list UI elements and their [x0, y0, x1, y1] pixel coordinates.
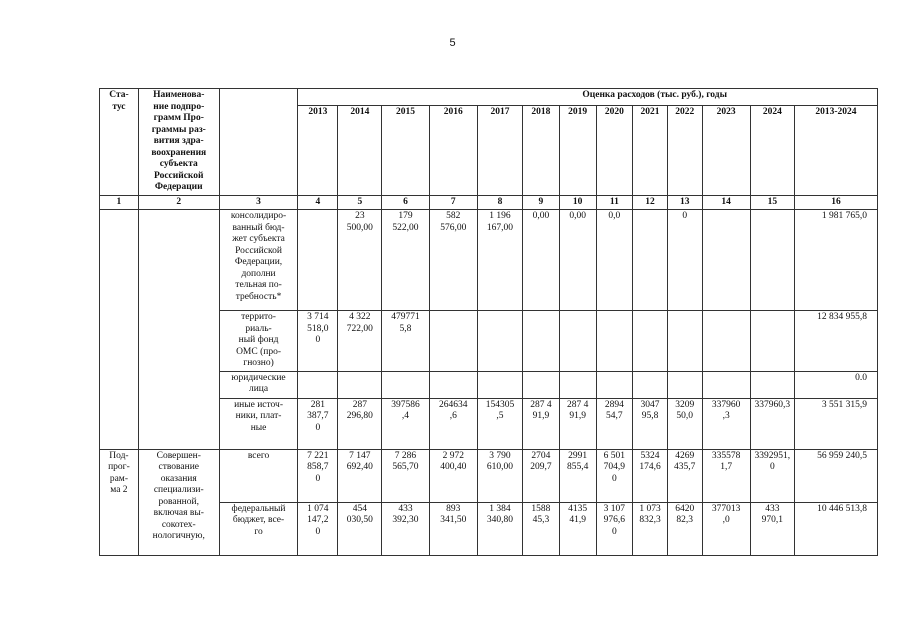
value-cell: 479771 5,8: [382, 311, 429, 372]
year-header: 2018: [523, 106, 560, 195]
column-number: 13: [667, 195, 702, 210]
column-number: 11: [596, 195, 633, 210]
value-cell: 2991 855,4: [559, 449, 596, 502]
value-cell: 454 030,50: [338, 502, 382, 555]
value-cell: [633, 311, 668, 372]
value-cell: 3392951, 0: [750, 449, 794, 502]
value-cell: 0,0: [596, 210, 633, 311]
value-cell: [429, 371, 477, 398]
value-cell: 397586 ,4: [382, 398, 429, 449]
value-cell: 7 147 692,40: [338, 449, 382, 502]
value-cell: 3047 95,8: [633, 398, 668, 449]
value-cell: 179 522,00: [382, 210, 429, 311]
column-number: 7: [429, 195, 477, 210]
column-number: 9: [523, 195, 560, 210]
value-cell: 1588 45,3: [523, 502, 560, 555]
value-cell: 23 500,00: [338, 210, 382, 311]
value-cell: 3 714 518,0 0: [298, 311, 338, 372]
budget-table: [99, 88, 878, 556]
value-cell: [633, 210, 668, 311]
value-cell: 5324 174,6: [633, 449, 668, 502]
table-row: [100, 210, 878, 311]
value-cell: [750, 210, 794, 311]
value-cell: [298, 210, 338, 311]
value-cell: [667, 311, 702, 372]
value-cell: 1 384 340,80: [477, 502, 522, 555]
value-cell: [750, 311, 794, 372]
value-cell: [382, 371, 429, 398]
value-cell: 337960 ,3: [702, 398, 750, 449]
value-cell: 6420 82,3: [667, 502, 702, 555]
value-cell: 7 286 565,70: [382, 449, 429, 502]
value-cell: 893 341,50: [429, 502, 477, 555]
page-number: 5: [449, 37, 456, 49]
value-cell: [559, 311, 596, 372]
total-cell: 56 959 240,5: [794, 449, 877, 502]
value-cell: 2894 54,7: [596, 398, 633, 449]
year-header: 2013-2024: [794, 106, 877, 195]
total-cell: 0.0: [794, 371, 877, 398]
value-cell: 287 4 91,9: [523, 398, 560, 449]
year-header: 2023: [702, 106, 750, 195]
header-status: Ста- тус: [100, 89, 139, 196]
year-header: 2020: [596, 106, 633, 195]
value-cell: [559, 371, 596, 398]
value-cell: 4135 41,9: [559, 502, 596, 555]
status-cell: [100, 210, 139, 450]
value-cell: 335578 1,7: [702, 449, 750, 502]
value-cell: [596, 311, 633, 372]
header-source: [219, 89, 298, 196]
column-number: 1: [100, 195, 139, 210]
subprogram-name: Совершен- ствование оказания специализи- рованной, включая вы- сокотех- нологичную,: [138, 449, 219, 555]
value-cell: [702, 311, 750, 372]
year-header: 2022: [667, 106, 702, 195]
value-cell: [750, 371, 794, 398]
source-cell: всего: [219, 449, 298, 502]
value-cell: 433 970,1: [750, 502, 794, 555]
value-cell: [667, 371, 702, 398]
column-number: 6: [382, 195, 429, 210]
value-cell: [338, 371, 382, 398]
source-cell: федеральный бюджет, все- го: [219, 502, 298, 555]
column-number: 12: [633, 195, 668, 210]
column-number: 4: [298, 195, 338, 210]
value-cell: [702, 371, 750, 398]
name-cell: [138, 210, 219, 450]
subprogram-status: Под- прог- рам- ма 2: [100, 449, 139, 555]
source-cell: иные источ- ники, плат- ные: [219, 398, 298, 449]
value-cell: 287 296,80: [338, 398, 382, 449]
value-cell: [477, 311, 522, 372]
value-cell: 7 221 858,7 0: [298, 449, 338, 502]
value-cell: 0: [667, 210, 702, 311]
value-cell: 2 972 400,40: [429, 449, 477, 502]
year-header: 2016: [429, 106, 477, 195]
total-cell: 1 981 765,0: [794, 210, 877, 311]
year-header: 2024: [750, 106, 794, 195]
year-header: 2014: [338, 106, 382, 195]
header-estimate: Оценка расходов (тыс. руб.), годы: [298, 89, 878, 106]
value-cell: 3 790 610,00: [477, 449, 522, 502]
column-number: 2: [138, 195, 219, 210]
value-cell: 154305 ,5: [477, 398, 522, 449]
value-cell: [702, 210, 750, 311]
source-cell: террито- риаль- ный фонд ОМС (про- гнозно): [219, 311, 298, 372]
total-cell: 12 834 955,8: [794, 311, 877, 372]
year-header: 2019: [559, 106, 596, 195]
value-cell: 3 107 976,6 0: [596, 502, 633, 555]
value-cell: 0,00: [523, 210, 560, 311]
value-cell: 582 576,00: [429, 210, 477, 311]
column-number: 8: [477, 195, 522, 210]
column-number: 5: [338, 195, 382, 210]
value-cell: [429, 311, 477, 372]
header-row-1: [100, 89, 878, 106]
value-cell: 433 392,30: [382, 502, 429, 555]
value-cell: [523, 371, 560, 398]
value-cell: 287 4 91,9: [559, 398, 596, 449]
value-cell: 377013 ,0: [702, 502, 750, 555]
column-number: 14: [702, 195, 750, 210]
column-number: 16: [794, 195, 877, 210]
total-cell: 3 551 315,9: [794, 398, 877, 449]
value-cell: 337960,3: [750, 398, 794, 449]
total-cell: 10 446 513,8: [794, 502, 877, 555]
value-cell: 3209 50,0: [667, 398, 702, 449]
year-header: 2017: [477, 106, 522, 195]
source-cell: юридические лица: [219, 371, 298, 398]
value-cell: 1 073 832,3: [633, 502, 668, 555]
column-number: 3: [219, 195, 298, 210]
value-cell: [298, 371, 338, 398]
value-cell: 6 501 704,9 0: [596, 449, 633, 502]
year-header: 2021: [633, 106, 668, 195]
value-cell: 4269 435,7: [667, 449, 702, 502]
column-number: 15: [750, 195, 794, 210]
value-cell: [596, 371, 633, 398]
value-cell: [633, 371, 668, 398]
value-cell: 1 074 147,2 0: [298, 502, 338, 555]
column-number: 10: [559, 195, 596, 210]
value-cell: 1 196 167,00: [477, 210, 522, 311]
value-cell: 0,00: [559, 210, 596, 311]
value-cell: 2704 209,7: [523, 449, 560, 502]
table-row: [100, 449, 878, 502]
source-cell: консолидиро- ванный бюд- жет субъекта Российской Федерации, дополни тельная по- требность*: [219, 210, 298, 311]
value-cell: [477, 371, 522, 398]
value-cell: 281 387,7 0: [298, 398, 338, 449]
header-name: Наименова- ние подпро- грамм Про- граммы раз- вития здра- воохранения субъекта Российской Федерации: [138, 89, 219, 196]
value-cell: 4 322 722,00: [338, 311, 382, 372]
column-number-row: [100, 195, 878, 210]
value-cell: [523, 311, 560, 372]
value-cell: 264634 ,6: [429, 398, 477, 449]
year-header: 2015: [382, 106, 429, 195]
year-header: 2013: [298, 106, 338, 195]
